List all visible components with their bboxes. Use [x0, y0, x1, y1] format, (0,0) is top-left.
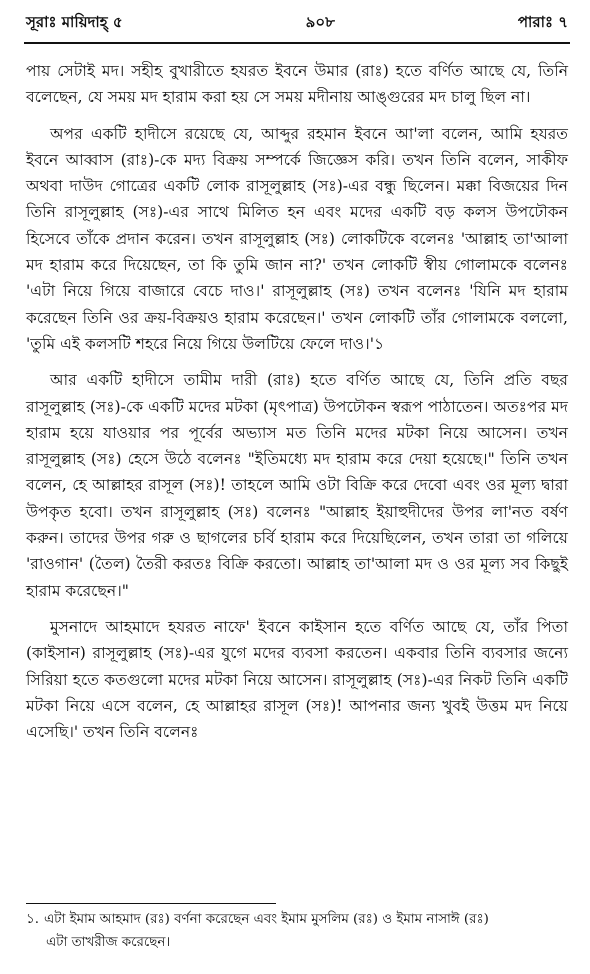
para-label: পারাঃ ৭ [517, 12, 568, 31]
header-divider [24, 42, 570, 44]
main-text [26, 58, 568, 755]
footnote-text-1: এটা ইমাম আহমাদ (রঃ) বর্ণনা করেছেন এবং ইমাম মুসলিম (রঃ) ও ইমাম নাসাঈ (রঃ) [44, 912, 489, 927]
footnote-text-2: এটা তাখরীজ করেছেন। [46, 935, 171, 950]
page-header [26, 6, 568, 40]
paragraph: মুসনাদে আহমাদে হযরত নাফে' ইবনে কাইসান হতে বর্ণিত আছে যে, তাঁর পিতা (কাইসান) রাসূলুল্লাহ (সঃ)-এর যুগে মদের ব্যবসা করতেন। একবার তিনি ব্যবসার জন্যে সিরিয়া হতে কতগুলো মদের মটকা নিয়ে আসেন। রাসূলুল্লাহ (সঃ)-এর নিকট তিনি একটি মটকা নিয়ে এসে বলেন, হে আল্লাহর রাসূল (সঃ)! আপনার জন্য খুবই উত্তম মদ নিয়ে এসেছি।' তখন তিনি বলেনঃ [26, 617, 568, 742]
paragraph: অপর একটি হাদীসে রয়েছে যে, আব্দুর রহমান ইবনে আ'লা বলেন, আমি হযরত ইবনে আব্বাস (রাঃ)-কে মদ্য বিক্রয় সম্পর্কে জিজ্ঞেস করি। তখন তিনি বলেন, সাকীফ অথবা দাউদ গোত্রের একটি লোক রাসূলুল্লাহ (সঃ)-এর বন্ধু ছিলেন। মক্কা বিজয়ের দিন তিনি রাসূলুল্লাহ (সঃ)-এর সাথে মিলিত হন এবং মদের একটি বড় কলস উপঢৌকন হিসেবে তাঁকে প্রদান করেন। তখন রাসূলুল্লাহ (সঃ) লোকটিকে বলেনঃ 'আল্লাহ তা'আলা মদ হারাম করে দিয়েছেন, তা কি তুমি জান না?' তখন লোকটি স্বীয় গোলামকে বলেনঃ 'এটা নিয়ে গিয়ে বাজারে বেচে দাও।' রাসূলুল্লাহ (সঃ) তখন বলেনঃ 'যিনি মদ হারাম করেছেন তিনি ওর ক্রয়-বিক্রয়ও হারাম করেছেন।' তখন লোকটি তাঁর গোলামকে বললো, 'তুমি এই কলসটি শহরে নিয়ে গিয়ে উলটিয়ে ফেলে দাও।'১ [26, 124, 568, 353]
surah-title: সূরাঃ মায়িদাহ্ ৫ [26, 12, 123, 31]
footnote-line-1 [26, 908, 568, 931]
paragraph: পায় সেটাই মদ। সহীহ বুখারীতে হযরত ইবনে উমার (রাঃ) হতে বর্ণিত আছে যে, তিনি বলেছেন, যে সময় মদ হারাম করা হয় সে সময় মদীনায় আঙ্গুরের মদ চালু ছিল না। [26, 62, 568, 107]
page-number: ৯০৮ [305, 12, 335, 31]
footnote [26, 908, 568, 954]
paragraph: আর একটি হাদীসে তামীম দারী (রাঃ) হতে বর্ণিত আছে যে, তিনি প্রতি বছর রাসূলুল্লাহ (সঃ)-কে একটি মদের মটকা (মৃৎপাত্র) উপঢৌকন স্বরূপ পাঠাতেন। অতঃপর মদ হারাম হয়ে যাওয়ার পর পূর্বের অভ্যাস মত তিনি মদের মটকা নিয়ে আসেন। তখন রাসূলুল্লাহ (সঃ) হেসে উঠে বলেনঃ "ইতিমধ্যে মদ হারাম করে দেয়া হয়েছে।" তিনি তখন বলেন, হে আল্লাহর রাসূল (সঃ)! তাহলে আমি ওটা বিক্রি করে দেবো এবং ওর মূল্য দ্বারা উপকৃত হবো। তখন রাসূলুল্লাহ (সঃ) বলেনঃ "আল্লাহ ইয়াহুদীদের উপর লা'নত বর্ষণ করুন। তাদের উপর গরু ও ছাগলের চর্বি হারাম করে দিয়েছিলেন, তখন তারা তা গলিয়ে 'রাওগান' (তৈল) তৈরী করতঃ বিক্রি করতো। আল্লাহ তা'আলা মদ ও ওর মূল্য সব কিছুই হারাম করেছেন।" [26, 371, 568, 600]
footnote-number: ১. [26, 912, 39, 927]
footnote-divider [26, 903, 276, 904]
